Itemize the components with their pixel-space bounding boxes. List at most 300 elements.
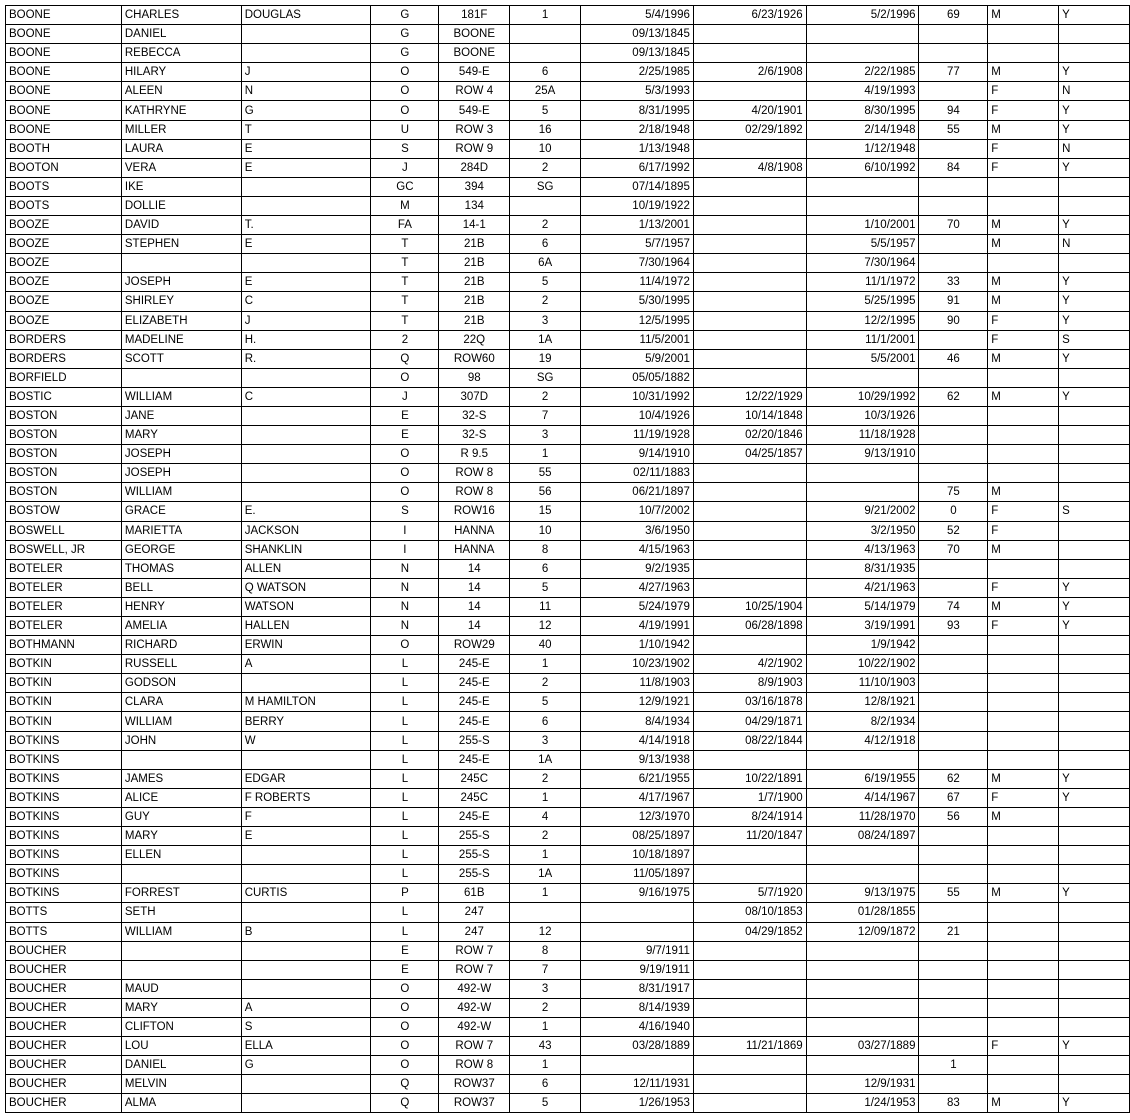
cell-first-name: GODSON	[121, 674, 241, 693]
cell-lot: BOONE	[439, 25, 510, 44]
table-row	[6, 292, 1130, 311]
table-row	[6, 979, 1130, 998]
cell-birth-date	[693, 82, 806, 101]
cell-death-date: 4/21/1963	[806, 578, 919, 597]
cell-first-name	[121, 368, 241, 387]
cell-death-date: 8/2/1934	[806, 712, 919, 731]
cell-age: 56	[919, 807, 988, 826]
cell-age: 94	[919, 101, 988, 120]
cell-burial-date: 11/05/1897	[581, 865, 694, 884]
cell-lot: 21B	[439, 273, 510, 292]
cell-first-name: GRACE	[121, 502, 241, 521]
cell-sex: F	[988, 158, 1059, 177]
cell-last-name: BOTELER	[6, 597, 122, 616]
table-row	[6, 674, 1130, 693]
cell-age	[919, 44, 988, 63]
cell-section: M	[371, 196, 439, 215]
cell-flag: Y	[1059, 349, 1130, 368]
cell-section: L	[371, 655, 439, 674]
table-row	[6, 865, 1130, 884]
cell-lot: 14	[439, 559, 510, 578]
cell-middle-name: ERWIN	[241, 636, 371, 655]
cell-section: L	[371, 807, 439, 826]
cell-sex	[988, 464, 1059, 483]
cell-last-name: BOTKINS	[6, 750, 122, 769]
cell-section: E	[371, 960, 439, 979]
cell-sex	[988, 177, 1059, 196]
cell-section: O	[371, 1056, 439, 1075]
table-row	[6, 712, 1130, 731]
cell-last-name: BOOTS	[6, 177, 122, 196]
cell-section: L	[371, 827, 439, 846]
cell-first-name: RICHARD	[121, 636, 241, 655]
cell-lot: ROW37	[439, 1075, 510, 1094]
cell-death-date: 11/28/1970	[806, 807, 919, 826]
cell-middle-name: ELLA	[241, 1037, 371, 1056]
cell-death-date: 5/25/1995	[806, 292, 919, 311]
cell-burial-date: 12/3/1970	[581, 807, 694, 826]
cell-lot: 181F	[439, 6, 510, 25]
table-row	[6, 158, 1130, 177]
cell-birth-date: 2/6/1908	[693, 63, 806, 82]
cell-sex: F	[988, 82, 1059, 101]
table-body	[6, 6, 1130, 1113]
cell-sex	[988, 846, 1059, 865]
cell-burial-date: 08/25/1897	[581, 827, 694, 846]
cell-burial-date: 9/13/1938	[581, 750, 694, 769]
cell-grave: 6A	[510, 254, 581, 273]
cell-last-name: BOONE	[6, 63, 122, 82]
cell-death-date: 4/19/1993	[806, 82, 919, 101]
cell-last-name: BOUCHER	[6, 1094, 122, 1113]
cell-grave: 1A	[510, 750, 581, 769]
cell-flag: Y	[1059, 273, 1130, 292]
table-row	[6, 368, 1130, 387]
cell-grave: 6	[510, 712, 581, 731]
cell-death-date: 1/9/1942	[806, 636, 919, 655]
cell-age	[919, 1037, 988, 1056]
cell-middle-name: HALLEN	[241, 617, 371, 636]
cell-death-date	[806, 1017, 919, 1036]
cell-last-name: BOUCHER	[6, 941, 122, 960]
table-row	[6, 101, 1130, 120]
cell-lot: 245-E	[439, 807, 510, 826]
table-row	[6, 502, 1130, 521]
cell-middle-name	[241, 483, 371, 502]
cell-birth-date	[693, 941, 806, 960]
cell-death-date: 10/3/1926	[806, 406, 919, 425]
cell-death-date: 12/2/1995	[806, 311, 919, 330]
cell-last-name: BOONE	[6, 44, 122, 63]
cell-lot: ROW 9	[439, 139, 510, 158]
cell-first-name: JOSEPH	[121, 273, 241, 292]
cell-lot: 32-S	[439, 426, 510, 445]
cell-birth-date: 04/29/1852	[693, 922, 806, 941]
cell-birth-date	[693, 960, 806, 979]
cell-lot: 245C	[439, 788, 510, 807]
cell-last-name: BOUCHER	[6, 998, 122, 1017]
cell-lot: 394	[439, 177, 510, 196]
cell-age: 62	[919, 387, 988, 406]
cell-flag	[1059, 406, 1130, 425]
cell-birth-date	[693, 139, 806, 158]
cell-birth-date: 8/24/1914	[693, 807, 806, 826]
cell-death-date: 11/10/1903	[806, 674, 919, 693]
cell-flag: N	[1059, 82, 1130, 101]
cell-birth-date	[693, 196, 806, 215]
cell-birth-date	[693, 311, 806, 330]
cell-middle-name: WATSON	[241, 597, 371, 616]
cell-grave: 10	[510, 521, 581, 540]
cell-section: E	[371, 426, 439, 445]
cell-last-name: BOTKINS	[6, 827, 122, 846]
cell-flag: Y	[1059, 884, 1130, 903]
table-row	[6, 483, 1130, 502]
cell-birth-date: 5/7/1920	[693, 884, 806, 903]
cell-section: Q	[371, 1075, 439, 1094]
cell-grave: 40	[510, 636, 581, 655]
cell-last-name: BOONE	[6, 82, 122, 101]
cell-death-date: 03/27/1889	[806, 1037, 919, 1056]
cell-age	[919, 368, 988, 387]
table-row	[6, 120, 1130, 139]
cell-burial-date: 5/3/1993	[581, 82, 694, 101]
cell-sex	[988, 922, 1059, 941]
cell-grave: 8	[510, 941, 581, 960]
cell-sex	[988, 196, 1059, 215]
cell-section: N	[371, 597, 439, 616]
table-row	[6, 521, 1130, 540]
cell-death-date	[806, 960, 919, 979]
cell-lot: 492-W	[439, 979, 510, 998]
cell-last-name: BOTKINS	[6, 807, 122, 826]
cell-birth-date	[693, 578, 806, 597]
cell-first-name: WILLIAM	[121, 922, 241, 941]
cell-death-date: 11/1/2001	[806, 330, 919, 349]
cell-first-name: GUY	[121, 807, 241, 826]
cell-burial-date: 11/19/1928	[581, 426, 694, 445]
table-row	[6, 884, 1130, 903]
cell-flag	[1059, 540, 1130, 559]
cell-age: 33	[919, 273, 988, 292]
cell-sex	[988, 636, 1059, 655]
cell-grave: 6	[510, 63, 581, 82]
cell-burial-date: 4/14/1918	[581, 731, 694, 750]
cell-grave: 1	[510, 1017, 581, 1036]
cell-age: 21	[919, 922, 988, 941]
cell-birth-date	[693, 1017, 806, 1036]
cell-section: L	[371, 769, 439, 788]
cell-birth-date	[693, 177, 806, 196]
cell-section: N	[371, 559, 439, 578]
cell-middle-name	[241, 426, 371, 445]
table-row	[6, 903, 1130, 922]
cell-last-name: BOOZE	[6, 235, 122, 254]
cell-birth-date	[693, 235, 806, 254]
cell-burial-date: 8/31/1995	[581, 101, 694, 120]
cell-section: O	[371, 979, 439, 998]
cell-first-name: JAMES	[121, 769, 241, 788]
cell-lot: 21B	[439, 292, 510, 311]
cell-grave: 19	[510, 349, 581, 368]
cell-death-date: 1/24/1953	[806, 1094, 919, 1113]
cell-first-name: MARIETTA	[121, 521, 241, 540]
cell-first-name: JOHN	[121, 731, 241, 750]
cell-burial-date: 10/18/1897	[581, 846, 694, 865]
cell-lot: 549-E	[439, 63, 510, 82]
cell-sex	[988, 426, 1059, 445]
cell-burial-date: 10/7/2002	[581, 502, 694, 521]
cell-grave: 43	[510, 1037, 581, 1056]
cell-death-date: 4/13/1963	[806, 540, 919, 559]
cell-age	[919, 139, 988, 158]
cell-sex: F	[988, 330, 1059, 349]
cell-birth-date	[693, 44, 806, 63]
cell-grave: SG	[510, 177, 581, 196]
cell-first-name: SCOTT	[121, 349, 241, 368]
cell-section: N	[371, 617, 439, 636]
cell-flag: Y	[1059, 63, 1130, 82]
cell-last-name: BOONE	[6, 101, 122, 120]
cell-death-date: 10/22/1902	[806, 655, 919, 674]
cell-death-date: 1/10/2001	[806, 216, 919, 235]
cell-birth-date	[693, 521, 806, 540]
cell-sex	[988, 693, 1059, 712]
cell-sex: M	[988, 273, 1059, 292]
cell-death-date: 6/19/1955	[806, 769, 919, 788]
cell-first-name: RUSSELL	[121, 655, 241, 674]
cell-grave: 5	[510, 693, 581, 712]
cell-age	[919, 1017, 988, 1036]
cell-grave: 1A	[510, 865, 581, 884]
cell-last-name: BOUCHER	[6, 979, 122, 998]
cell-flag	[1059, 521, 1130, 540]
cell-death-date	[806, 998, 919, 1017]
cell-middle-name: A	[241, 655, 371, 674]
cell-section: O	[371, 464, 439, 483]
cell-age	[919, 636, 988, 655]
cell-age	[919, 674, 988, 693]
cell-section: FA	[371, 216, 439, 235]
cell-death-date	[806, 368, 919, 387]
cell-last-name: BOTTS	[6, 922, 122, 941]
cell-flag: N	[1059, 235, 1130, 254]
cell-first-name: DAVID	[121, 216, 241, 235]
cell-last-name: BORDERS	[6, 330, 122, 349]
cell-section: T	[371, 254, 439, 273]
cell-grave: 2	[510, 998, 581, 1017]
cell-middle-name	[241, 1094, 371, 1113]
cell-lot: 245C	[439, 769, 510, 788]
cell-section: O	[371, 101, 439, 120]
cell-middle-name: J	[241, 311, 371, 330]
table-row	[6, 731, 1130, 750]
cell-death-date: 9/21/2002	[806, 502, 919, 521]
cell-middle-name: M HAMILTON	[241, 693, 371, 712]
cell-lot: ROW 4	[439, 82, 510, 101]
cell-flag: Y	[1059, 292, 1130, 311]
cell-death-date: 11/1/1972	[806, 273, 919, 292]
cell-birth-date: 10/25/1904	[693, 597, 806, 616]
cell-age	[919, 406, 988, 425]
cell-age	[919, 25, 988, 44]
cell-flag: Y	[1059, 101, 1130, 120]
cell-middle-name	[241, 865, 371, 884]
cell-middle-name: T	[241, 120, 371, 139]
cell-first-name: JANE	[121, 406, 241, 425]
cell-last-name: BOOTH	[6, 139, 122, 158]
cell-burial-date	[581, 922, 694, 941]
cell-last-name: BOTELER	[6, 578, 122, 597]
cell-lot: 245-E	[439, 674, 510, 693]
cell-last-name: BOOZE	[6, 273, 122, 292]
cell-death-date: 3/2/1950	[806, 521, 919, 540]
cell-grave: 1	[510, 6, 581, 25]
cell-grave: SG	[510, 368, 581, 387]
cell-lot: 14	[439, 597, 510, 616]
cell-birth-date: 12/22/1929	[693, 387, 806, 406]
cell-burial-date: 1/13/1948	[581, 139, 694, 158]
cell-flag: N	[1059, 139, 1130, 158]
cell-age	[919, 731, 988, 750]
table-row	[6, 235, 1130, 254]
cell-middle-name	[241, 960, 371, 979]
cell-grave: 16	[510, 120, 581, 139]
cell-lot: 255-S	[439, 827, 510, 846]
cell-middle-name	[241, 674, 371, 693]
cell-grave: 1	[510, 445, 581, 464]
cell-middle-name	[241, 1075, 371, 1094]
cell-birth-date: 11/21/1869	[693, 1037, 806, 1056]
cell-lot: R 9.5	[439, 445, 510, 464]
cell-lot: ROW 8	[439, 464, 510, 483]
cell-birth-date	[693, 292, 806, 311]
cell-birth-date	[693, 464, 806, 483]
table-row	[6, 387, 1130, 406]
cell-middle-name	[241, 445, 371, 464]
table-row	[6, 1094, 1130, 1113]
cell-first-name: JOSEPH	[121, 464, 241, 483]
cell-sex	[988, 674, 1059, 693]
cell-flag: Y	[1059, 1094, 1130, 1113]
cell-grave: 5	[510, 273, 581, 292]
cell-first-name: CLARA	[121, 693, 241, 712]
cell-last-name: BOONE	[6, 6, 122, 25]
cell-age	[919, 559, 988, 578]
cell-lot: ROW 3	[439, 120, 510, 139]
cell-grave: 1	[510, 788, 581, 807]
cell-first-name: WILLIAM	[121, 387, 241, 406]
cell-death-date: 1/12/1948	[806, 139, 919, 158]
cell-section: G	[371, 6, 439, 25]
cell-section: L	[371, 750, 439, 769]
cell-middle-name: A	[241, 998, 371, 1017]
cell-flag	[1059, 750, 1130, 769]
cell-burial-date: 02/11/1883	[581, 464, 694, 483]
cell-lot: 247	[439, 903, 510, 922]
table-row	[6, 788, 1130, 807]
cell-age: 67	[919, 788, 988, 807]
cell-burial-date: 10/31/1992	[581, 387, 694, 406]
cell-lot: ROW29	[439, 636, 510, 655]
cell-birth-date: 4/20/1901	[693, 101, 806, 120]
cell-flag	[1059, 1056, 1130, 1075]
cell-age: 77	[919, 63, 988, 82]
cell-lot: ROW 8	[439, 1056, 510, 1075]
cell-last-name: BOSTON	[6, 483, 122, 502]
cell-sex	[988, 406, 1059, 425]
cell-age: 70	[919, 540, 988, 559]
cell-grave: 6	[510, 1075, 581, 1094]
cell-lot: 492-W	[439, 998, 510, 1017]
cell-birth-date: 6/23/1926	[693, 6, 806, 25]
cell-last-name: BOTKINS	[6, 865, 122, 884]
cell-middle-name: SHANKLIN	[241, 540, 371, 559]
cell-burial-date: 3/6/1950	[581, 521, 694, 540]
cell-grave: 6	[510, 559, 581, 578]
cell-flag: Y	[1059, 1037, 1130, 1056]
cell-flag: Y	[1059, 617, 1130, 636]
cell-age: 93	[919, 617, 988, 636]
cell-last-name: BOSTOW	[6, 502, 122, 521]
cell-sex: M	[988, 292, 1059, 311]
cell-lot: BOONE	[439, 44, 510, 63]
cell-last-name: BOTKINS	[6, 731, 122, 750]
cell-flag	[1059, 903, 1130, 922]
cell-lot: 21B	[439, 254, 510, 273]
cell-burial-date: 9/16/1975	[581, 884, 694, 903]
cell-burial-date: 9/2/1935	[581, 559, 694, 578]
cell-last-name: BOTTS	[6, 903, 122, 922]
cell-birth-date	[693, 273, 806, 292]
cell-grave: 5	[510, 578, 581, 597]
cell-death-date	[806, 941, 919, 960]
table-row	[6, 196, 1130, 215]
cell-section: E	[371, 406, 439, 425]
cell-burial-date: 12/11/1931	[581, 1075, 694, 1094]
cell-grave: 5	[510, 1094, 581, 1113]
cell-birth-date	[693, 1094, 806, 1113]
cell-death-date: 3/19/1991	[806, 617, 919, 636]
cell-first-name: KATHRYNE	[121, 101, 241, 120]
cell-section: G	[371, 44, 439, 63]
cell-grave: 3	[510, 311, 581, 330]
cell-middle-name: B	[241, 922, 371, 941]
cell-middle-name	[241, 177, 371, 196]
cell-first-name: SETH	[121, 903, 241, 922]
cell-burial-date: 5/24/1979	[581, 597, 694, 616]
table-row	[6, 1017, 1130, 1036]
cell-first-name: DANIEL	[121, 1056, 241, 1075]
cell-section: O	[371, 445, 439, 464]
cell-first-name	[121, 941, 241, 960]
cell-death-date: 5/5/1957	[806, 235, 919, 254]
cell-age: 0	[919, 502, 988, 521]
cell-section: L	[371, 693, 439, 712]
cell-flag: Y	[1059, 597, 1130, 616]
cell-sex	[988, 712, 1059, 731]
cell-birth-date: 4/8/1908	[693, 158, 806, 177]
cell-age	[919, 903, 988, 922]
cell-sex	[988, 559, 1059, 578]
cell-section: Q	[371, 349, 439, 368]
cell-last-name: BORDERS	[6, 349, 122, 368]
cell-burial-date	[581, 903, 694, 922]
cell-first-name: VERA	[121, 158, 241, 177]
cell-last-name: BOUCHER	[6, 1075, 122, 1094]
cell-burial-date: 4/15/1963	[581, 540, 694, 559]
cell-middle-name	[241, 903, 371, 922]
